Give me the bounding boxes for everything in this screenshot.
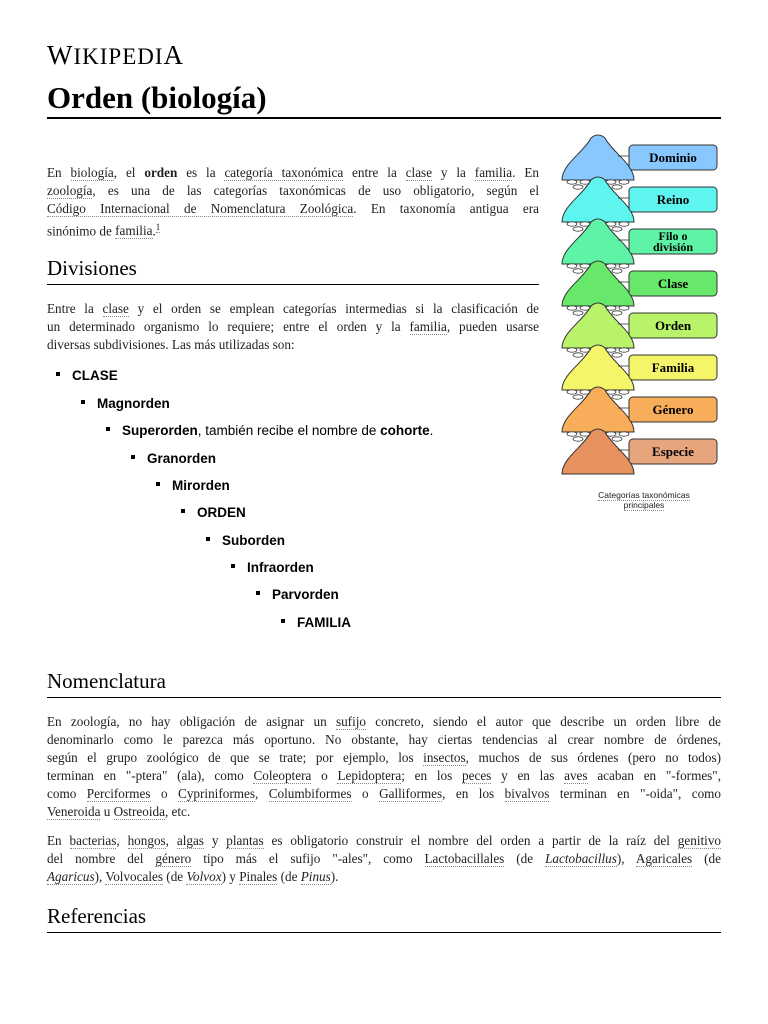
level-label: Reino bbox=[656, 192, 690, 207]
link-galliformes[interactable]: Galliformes bbox=[379, 786, 443, 801]
taxonomy-level bbox=[562, 135, 717, 189]
list-item: Suborden bbox=[206, 533, 285, 548]
oval-shape bbox=[619, 432, 629, 436]
list-item: Granorden bbox=[131, 451, 216, 466]
link-volvox[interactable]: Volvox bbox=[186, 869, 222, 884]
link-algas[interactable]: algas bbox=[176, 833, 204, 848]
list-item: ORDEN bbox=[181, 505, 246, 520]
taxonomy-figure[interactable] bbox=[556, 134, 732, 486]
bullet-icon bbox=[156, 482, 160, 486]
oval-shape bbox=[619, 306, 629, 310]
page-title: Orden (biología) bbox=[47, 80, 267, 115]
link-clase-2[interactable]: clase bbox=[102, 301, 129, 316]
section-rule bbox=[47, 697, 721, 698]
link-perciformes[interactable]: Perciformes bbox=[86, 786, 151, 801]
link-volvocales[interactable]: Volvocales bbox=[105, 869, 163, 884]
oval-shape bbox=[567, 348, 577, 352]
section-heading-divisiones: Divisiones bbox=[47, 256, 137, 280]
taxonomy-level bbox=[562, 261, 717, 315]
link-familia[interactable]: familia bbox=[474, 165, 513, 180]
section-heading-nomenclatura: Nomenclatura bbox=[47, 669, 166, 693]
bullet-icon bbox=[131, 455, 135, 459]
oval-shape bbox=[612, 311, 622, 315]
list-item: FAMILIA bbox=[281, 615, 351, 630]
level-label: Dominio bbox=[649, 150, 697, 165]
section-rule bbox=[47, 932, 721, 933]
link-peces[interactable]: peces bbox=[462, 768, 492, 783]
oval-shape bbox=[573, 311, 583, 315]
taxonomy-level bbox=[562, 387, 717, 441]
bullet-icon bbox=[81, 400, 85, 404]
link-zoologia[interactable]: zoología bbox=[47, 183, 93, 198]
oval-shape bbox=[612, 269, 622, 273]
link-categoria-taxonomica[interactable]: categoría taxonómica bbox=[224, 165, 344, 180]
oval-shape bbox=[573, 227, 583, 231]
bell-shape bbox=[562, 135, 634, 180]
list-item: Superorden, también recibe el nombre de cohorte. bbox=[106, 423, 433, 438]
link-coleoptera[interactable]: Coleoptera bbox=[253, 768, 312, 783]
reference-link[interactable]: 1 bbox=[155, 222, 161, 232]
oval-shape bbox=[573, 353, 583, 357]
taxonomy-level bbox=[562, 345, 717, 399]
oval-shape bbox=[573, 437, 583, 441]
oval-shape bbox=[612, 185, 622, 189]
list-item: Mirorden bbox=[156, 478, 230, 493]
taxonomy-level bbox=[562, 219, 717, 273]
bullet-icon bbox=[256, 591, 260, 595]
oval-shape bbox=[619, 264, 629, 268]
oval-shape bbox=[573, 269, 583, 273]
oval-shape bbox=[567, 432, 577, 436]
oval-shape bbox=[612, 353, 622, 357]
section-rule bbox=[47, 284, 539, 285]
nomenclatura-paragraph-2: En bacterias, hongos, algas y plantas es obligatorio construir el nombre del orden a partir de la raíz del genitivo del nombre del género tipo más el sufijo "-ales", como Lactobacillales (de Lactobacillus), Agaricales (de Agaricus), Volvocales (de Volvox) y Pinales (de Pinus). bbox=[47, 833, 722, 884]
link-columbiformes[interactable]: Columbiformes bbox=[268, 786, 352, 801]
oval-shape bbox=[619, 348, 629, 352]
oval-shape bbox=[573, 185, 583, 189]
oval-shape bbox=[612, 227, 622, 231]
bullet-icon bbox=[181, 509, 185, 513]
bullet-icon bbox=[231, 564, 235, 568]
taxonomy-level bbox=[562, 177, 717, 231]
link-genitivo[interactable]: genitivo bbox=[677, 833, 722, 848]
link-plantas[interactable]: plantas bbox=[226, 833, 264, 848]
intro-paragraph: En biología, el orden es la categoría taxonómica entre la clase y la familia. En zoología, es una de las categorías taxonómicas de uso obligatorio, según el Código Internacional de Nomenclatura Zoológica. En taxonomía antigua era sinónimo de familia.$^1$ bbox=[47, 165, 539, 239]
list-item: Infraorden bbox=[231, 560, 314, 575]
link-lactobacillus[interactable]: Lactobacillus bbox=[545, 851, 617, 866]
link-sufijo[interactable]: sufijo bbox=[335, 714, 366, 729]
link-pinales[interactable]: Pinales bbox=[239, 869, 278, 884]
link-bacterias[interactable]: bacterias bbox=[69, 833, 117, 848]
level-label: división bbox=[652, 240, 694, 254]
bullet-icon bbox=[206, 537, 210, 541]
oval-shape bbox=[612, 395, 622, 399]
title-rule bbox=[47, 117, 721, 119]
bullet-icon bbox=[56, 372, 60, 376]
bullet-icon bbox=[106, 427, 110, 431]
link-biologia[interactable]: biología bbox=[70, 165, 114, 180]
link-ostreoida[interactable]: Ostreoida bbox=[113, 804, 165, 819]
link-agaricus[interactable]: Agaricus bbox=[47, 869, 95, 884]
link-genero[interactable]: género bbox=[155, 851, 192, 866]
level-label: Especie bbox=[652, 444, 694, 459]
link-cypriniformes[interactable]: Cypriniformes bbox=[178, 786, 255, 801]
list-item: Magnorden bbox=[81, 396, 170, 411]
list-item: CLASE bbox=[56, 368, 118, 383]
link-veneroida[interactable]: Veneroida bbox=[47, 804, 101, 819]
level-label: Orden bbox=[654, 318, 692, 333]
link-familia-3[interactable]: familia bbox=[409, 319, 447, 334]
link-hongos[interactable]: hongos bbox=[127, 833, 166, 848]
oval-shape bbox=[567, 264, 577, 268]
link-familia-2[interactable]: familia bbox=[115, 223, 153, 239]
wikipedia-logo[interactable]: WIKIPEDIA bbox=[47, 40, 185, 70]
taxonomy-level bbox=[562, 303, 717, 357]
level-label: Familia bbox=[651, 360, 695, 375]
oval-shape bbox=[567, 306, 577, 310]
oval-shape bbox=[567, 390, 577, 394]
link-lactobacillales[interactable]: Lactobacillales bbox=[424, 851, 505, 866]
oval-shape bbox=[573, 395, 583, 399]
oval-shape bbox=[619, 222, 629, 226]
link-clase[interactable]: clase bbox=[405, 165, 433, 180]
level-label: Clase bbox=[657, 276, 689, 291]
oval-shape bbox=[619, 180, 629, 184]
level-label: Género bbox=[652, 402, 694, 417]
link-insectos[interactable]: insectos bbox=[423, 750, 466, 765]
link-codigo-internacional[interactable]: Código Internacional de Nomenclatura Zoológica bbox=[47, 201, 354, 216]
link-bivalvos[interactable]: bivalvos bbox=[504, 786, 550, 801]
link-agaricales[interactable]: Agaricales bbox=[635, 851, 693, 866]
figure-caption: Categorías taxonómicas principales bbox=[598, 490, 690, 510]
divisiones-paragraph: Entre la clase y el orden se emplean categorías intermedias si la clasificación de un determinado organismo lo requiere; entre el orden y la familia, pueden usarse diversas subdivisiones. Las más utilizadas son: bbox=[47, 301, 540, 352]
oval-shape bbox=[567, 180, 577, 184]
oval-shape bbox=[619, 390, 629, 394]
link-lepidoptera[interactable]: Lepidoptera bbox=[337, 768, 402, 783]
section-heading-referencias: Referencias bbox=[47, 904, 147, 928]
nomenclatura-paragraph-1: En zoología, no hay obligación de asignar un sufijo concreto, siendo el autor que describe un orden libre de denominarlo como le parezca más oportuno. No obstante, hay ciertas tendencias al crear nombre de órdenes, según el grupo zoológico de que se trate; por ejemplo, los insectos, muchos de sus órdenes (pero no todos) terminan en "-ptera" (ala), como Coleoptera o Lepidoptera; en los peces y en las aves acaban en "-formes", como Perciformes o Cypriniformes, Columbiformes o Galliformes, en los bivalvos terminan en "-oida", como Veneroida u Ostreoida, etc. bbox=[47, 714, 722, 819]
list-item: Parvorden bbox=[256, 587, 339, 602]
oval-shape bbox=[612, 437, 622, 441]
link-pinus[interactable]: Pinus bbox=[300, 869, 331, 884]
oval-shape bbox=[567, 222, 577, 226]
level-label: Filo o bbox=[658, 229, 688, 243]
link-aves[interactable]: aves bbox=[564, 768, 588, 783]
bullet-icon bbox=[281, 619, 285, 623]
